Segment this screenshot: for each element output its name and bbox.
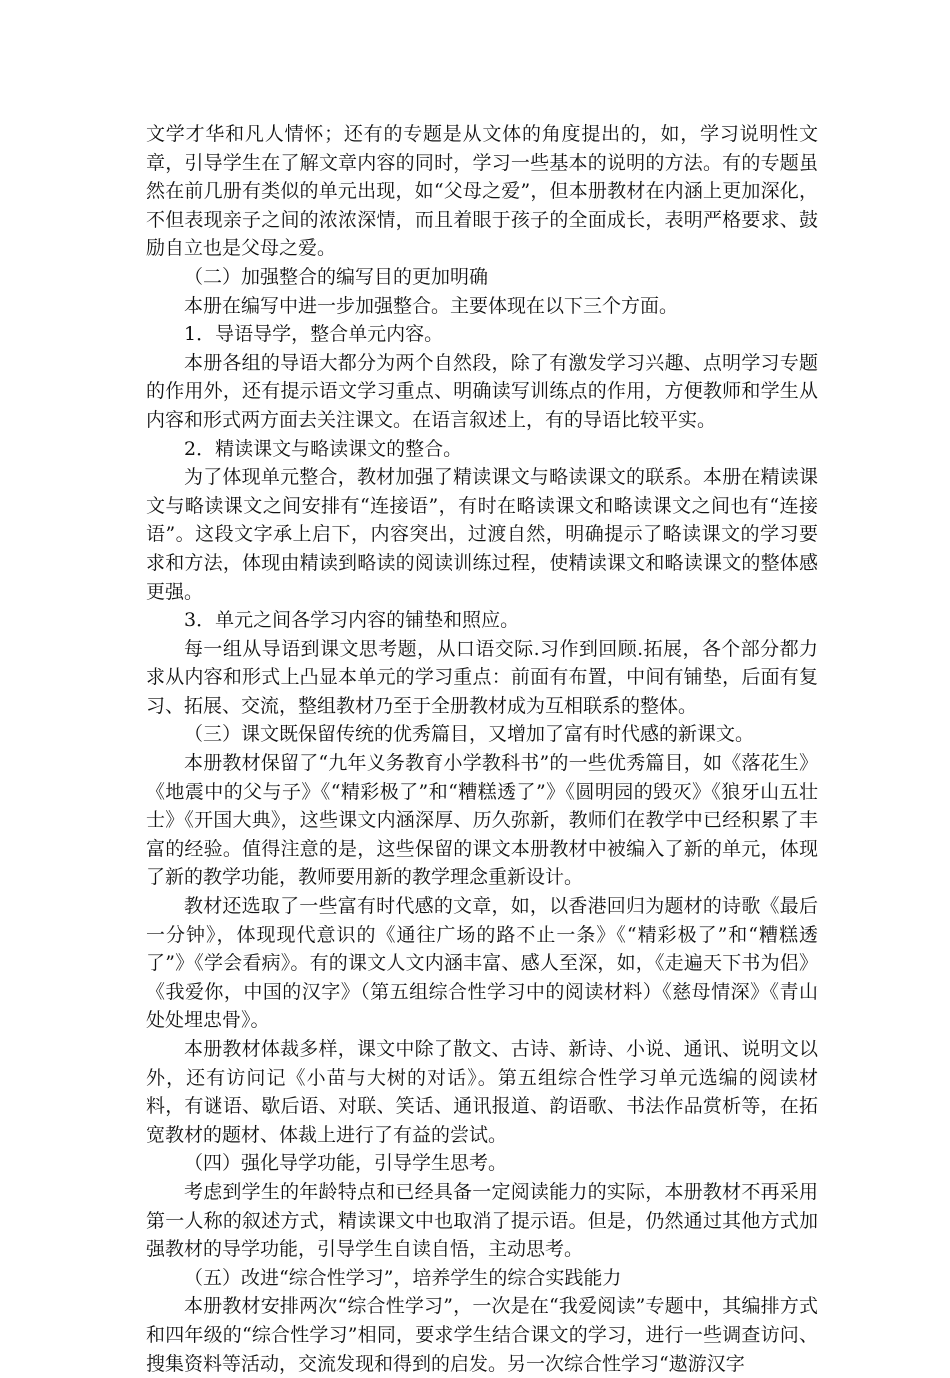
paragraph: 文学才华和凡人情怀；还有的专题是从文体的角度提出的，如，学习说明性文章，引导学生在了解文章内容的同时，学习一些基本的说明的方法。有的专题虽然在前几册有类似的单元出现，如“父母之爱”，但本册教材在内涵上更加深化，不但表现亲子之间的浓浓深情，而且着眼于孩子的全面成长，表明严格要求、鼓励自立也是父母之爱。 xyxy=(146,123,818,260)
numbered-subheading: 3．单元之间各学习内容的铺垫和照应。 xyxy=(184,609,520,632)
paragraph: 本册在编写中进一步加强整合。主要体现在以下三个方面。 xyxy=(184,294,679,317)
document-body xyxy=(146,120,818,1378)
paragraph: 教材还选取了一些富有时代感的文章，如，以香港回归为题材的诗歌《最后一分钟》，体现现代意识的《通往广场的路不止一条》《“精彩极了”和“糟糕透了”》《学会看病》。有的课文人文内涵丰富、感人至深，如，《走遍天下书为侣》《我爱你，中国的汉字》（第五组综合性学习中的阅读材料）《慈母情深》《青山处处埋忠骨》。 xyxy=(146,895,818,1032)
section-heading: （四）强化导学功能，引导学生思考。 xyxy=(184,1152,508,1175)
paragraph: 本册教材保留了“九年义务教育小学教科书”的一些优秀篇目，如《落花生》《地震中的父与子》《“精彩极了”和“糟糕透了”》《圆明园的毁灭》《狼牙山五壮士》《开国大典》，这些课文内涵深厚、历久弥新，教师们在教学中已经积累了丰富的经验。值得注意的是，这些保留的课文本册教材中被编入了新的单元，体现了新的教学功能，教师要用新的教学理念重新设计。 xyxy=(146,752,818,889)
paragraph: 考虑到学生的年龄特点和已经具备一定阅读能力的实际，本册教材不再采用第一人称的叙述方式，精读课文中也取消了提示语。但是，仍然通过其他方式加强教材的导学功能，引导学生自读自悟，主动思考。 xyxy=(146,1180,818,1261)
section-heading: （三）课文既保留传统的优秀篇目，又增加了富有时代感的新课文。 xyxy=(184,723,755,746)
paragraph: 为了体现单元整合，教材加强了精读课文与略读课文的联系。本册在精读课文与略读课文之间安排有“连接语”，有时在略读课文和略读课文之间也有“连接语”。这段文字承上启下，内容突出，过渡自然，明确提示了略读课文的学习要求和方法，体现由精读到略读的阅读训练过程，使精读课文和略读课文的整体感更强。 xyxy=(146,466,818,603)
paragraph: 每一组从导语到课文思考题，从口语交际.习作到回顾.拓展，各个部分都力求从内容和形式上凸显本单元的学习重点：前面有布置，中间有铺垫，后面有复习、拓展、交流，整组教材乃至于全册教材成为互相联系的整体。 xyxy=(146,637,818,717)
paragraph: 本册教材体裁多样，课文中除了散文、古诗、新诗、小说、通讯、说明文以外，还有访问记《小苗与大树的对话》。第五组综合性学习单元选编的阅读材料，有谜语、歇后语、对联、笑话、通讯报道、韵语歌、书法作品赏析等，在拓宽教材的题材、体裁上进行了有益的尝试。 xyxy=(146,1038,818,1146)
section-heading: （五）改进“综合性学习”，培养学生的综合实践能力 xyxy=(184,1266,622,1289)
paragraph: 本册教材安排两次“综合性学习”，一次是在“我爱阅读”专题中，其编排方式和四年级的“综合性学习”相同，要求学生结合课文的学习，进行一些调查访问、搜集资料等活动，交流发现和得到的启发。另一次综合性学习“遨游汉字 xyxy=(146,1295,818,1375)
paragraph: 本册各组的导语大都分为两个自然段，除了有激发学习兴趣、点明学习专题的作用外，还有提示语文学习重点、明确读写训练点的作用，方便教师和学生从内容和形式两方面去关注课文。在语言叙述上，有的导语比较平实。 xyxy=(146,351,818,431)
numbered-subheading: 2．精读课文与略读课文的整合。 xyxy=(184,437,463,460)
section-heading: （二）加强整合的编写目的更加明确 xyxy=(184,265,489,288)
numbered-subheading: 1．导语导学，整合单元内容。 xyxy=(184,323,444,346)
